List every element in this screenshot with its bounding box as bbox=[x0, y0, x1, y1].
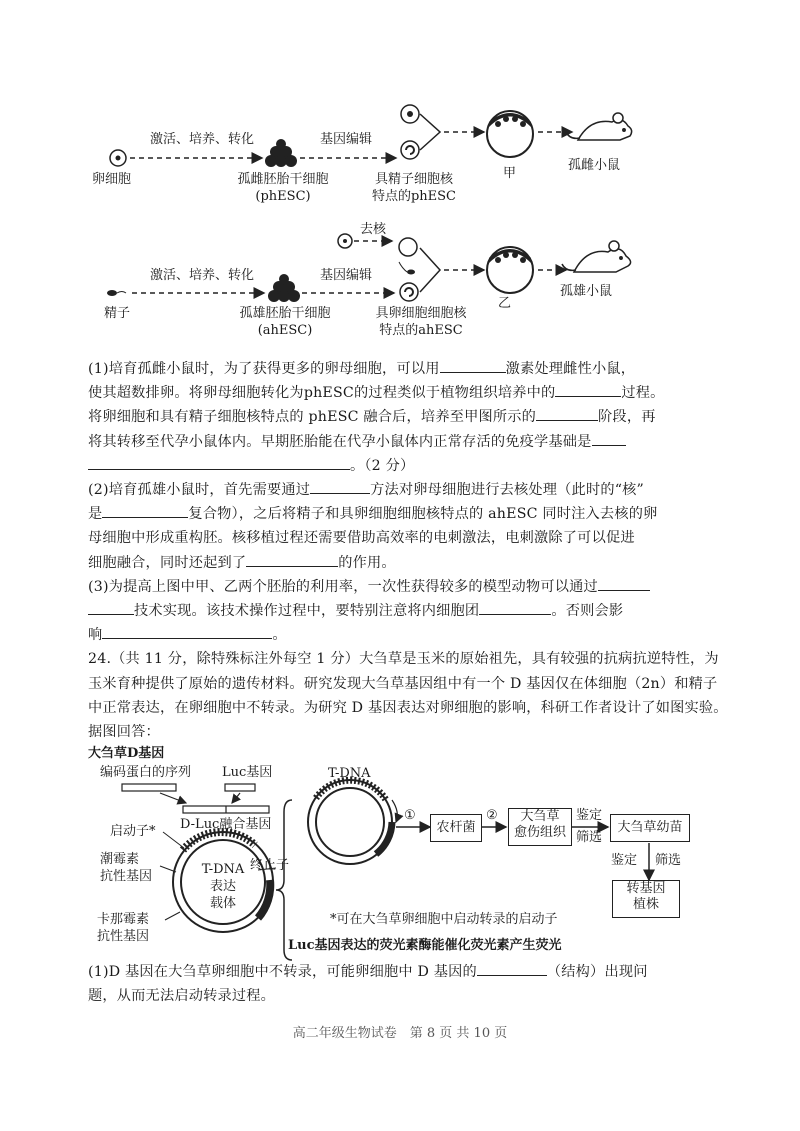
d-gene-title: 大刍草D基因 bbox=[88, 746, 165, 761]
answer-blank[interactable] bbox=[477, 961, 547, 976]
gene-edit-label-top: 基因编辑 bbox=[320, 132, 373, 147]
vector-label-1: T-DNA bbox=[201, 862, 245, 877]
edited-phesc-label-2: 特点的phESC bbox=[371, 189, 457, 204]
text: 过程。 bbox=[621, 385, 665, 402]
phesc-abbr: (phESC) bbox=[255, 189, 311, 204]
screen-label-4: 筛选 bbox=[655, 853, 682, 868]
sperm-label: 精子 bbox=[104, 306, 131, 321]
embryo-yi-label: 乙 bbox=[498, 296, 512, 311]
callus-line-1: 大刍草 bbox=[520, 809, 560, 824]
text: 将其转移至代孕小鼠体内。早期胚胎能在代孕小鼠体内正常存活的免疫学基础是 bbox=[88, 433, 592, 450]
hygromycin-label: 潮霉素 bbox=[100, 852, 140, 867]
q24-1-line-1 bbox=[88, 960, 728, 984]
promoter-label: 启动子* bbox=[110, 824, 156, 839]
gene-edit-label-bottom: 基因编辑 bbox=[320, 268, 373, 283]
activate-label-bottom: 激活、培养、转化 bbox=[150, 268, 255, 283]
text: 阶段，再 bbox=[598, 409, 656, 426]
ahesc-label: 孤雄胚胎干细胞 bbox=[239, 306, 331, 321]
text: 。（2 分） bbox=[350, 457, 415, 474]
text: (1)培育孤雌小鼠时，为了获得更多的卵母细胞，可以用 bbox=[88, 361, 440, 377]
vector-label-2: 表达 bbox=[209, 879, 236, 894]
luc-gene-label: Luc基因 bbox=[222, 765, 273, 780]
text: （结构）出现问 bbox=[546, 964, 648, 980]
kanamycin-label-2: 抗性基因 bbox=[97, 929, 150, 944]
text: 激素处理雌性小鼠， bbox=[505, 361, 636, 377]
text: 母细胞中形成重构胚。核移植过程还需要借助高效率的电刺激法，电刺激除了可以促进 bbox=[88, 530, 635, 547]
parthenogenetic-mouse-label: 孤雌小鼠 bbox=[568, 158, 621, 173]
edited-ahesc-label-1: 具卵细胞细胞核 bbox=[375, 306, 467, 321]
transgenic-plant-box bbox=[612, 880, 680, 918]
diagram-caption: Luc基因表达的荧光素酶能催化荧光素产生荧光 bbox=[288, 938, 562, 953]
transgenic-line-2: 植株 bbox=[632, 896, 659, 912]
edited-phesc-label-1: 具精子细胞核 bbox=[374, 172, 453, 187]
text: (1)D 基因在大刍草卵细胞中不转录，可能卵细胞中 D 基因的 bbox=[88, 964, 477, 980]
screen-label-1: 鉴定 bbox=[575, 808, 602, 823]
fusion-gene-label: D-Luc融合基因 bbox=[180, 817, 272, 832]
enucleate-label: 去核 bbox=[360, 222, 387, 237]
step-1-marker: ① bbox=[404, 808, 416, 823]
text: 响 bbox=[88, 627, 103, 644]
callus-line-2: 愈伤组织 bbox=[513, 824, 566, 840]
text: 是 bbox=[88, 506, 103, 523]
promoter-footnote: *可在大刍草卵细胞中启动转录的启动子 bbox=[330, 912, 558, 927]
text: 技术实现。该技术操作过程中，要特别注意将内细胞团 bbox=[134, 603, 480, 620]
luc-gene-bar bbox=[225, 784, 255, 791]
embryo-jia-label: 甲 bbox=[503, 166, 517, 181]
egg-cell-label: 卵细胞 bbox=[92, 172, 132, 187]
callus-box bbox=[508, 808, 572, 846]
screen-label-3: 鉴定 bbox=[611, 853, 638, 868]
kanamycin-label: 卡那霉素 bbox=[97, 912, 150, 927]
page-footer: 高二年级生物试卷 第 8 页 共 10 页 bbox=[292, 1026, 508, 1041]
tdna-label: T-DNA bbox=[328, 766, 371, 781]
step-2-marker: ② bbox=[486, 808, 498, 823]
text: 。否则会影 bbox=[551, 603, 624, 620]
screen-label-2: 筛选 bbox=[575, 830, 602, 845]
coding-sequence-bar bbox=[122, 784, 176, 791]
text: 使其超数排卵。将卵母细胞转化为phESC的过程类似于植物组织培养中的 bbox=[88, 385, 556, 402]
text: 方法对卵母细胞进行去核处理（此时的“核” bbox=[370, 482, 645, 499]
coding-sequence-label: 编码蛋白的序列 bbox=[100, 765, 192, 780]
hygromycin-label-2: 抗性基因 bbox=[100, 869, 153, 884]
seedling-box: 大刍草幼苗 bbox=[610, 814, 690, 842]
text: (3)为提高上图中甲、乙两个胚胎的利用率，一次性获得较多的模型动物可以通过 bbox=[88, 578, 598, 595]
transgenic-line-1: 转基因 bbox=[626, 881, 666, 896]
text: 细胞融合，同时还起到了 bbox=[88, 554, 247, 571]
androgenetic-mouse-label: 孤雄小鼠 bbox=[560, 284, 613, 299]
question-24-intro: 24.（共 11 分，除特殊标注外每空 1 分）大刍草是玉米的原始祖先，具有较强的抗病抗逆特性，为玉米育种提供了原始的遗传材料。研究发现大刍草基因组中有一个 D 基因仅在体细胞（2n）和精子中正常表达，在卵细胞中不转录。为研究 D 基因表达对卵细胞的影响，科研工作者设计了如图实验。据图回答： bbox=[88, 651, 728, 741]
text: (2)培育孤雄小鼠时，首先需要通过 bbox=[88, 482, 311, 499]
ahesc-abbr: (ahESC) bbox=[257, 323, 313, 338]
terminator-label: 终止子 bbox=[250, 858, 290, 873]
question-24-part-1 bbox=[88, 960, 728, 1008]
phesc-label: 孤雌胚胎干细胞 bbox=[237, 172, 329, 187]
recombinant-plasmid bbox=[308, 780, 392, 864]
text: 的作用。 bbox=[338, 554, 396, 571]
q24-1-line-2: 题，从而无法启动转录过程。 bbox=[88, 988, 276, 1005]
activate-label-top: 激活、培养、转化 bbox=[150, 132, 255, 147]
vector-label-3: 载体 bbox=[209, 896, 236, 911]
text: 复合物），之后将精子和具卵细胞细胞核特点的 ahESC 同时注入去核的卵 bbox=[188, 506, 658, 523]
agrobacterium-box: 农杆菌 bbox=[430, 814, 482, 842]
text: 。 bbox=[272, 627, 287, 644]
edited-ahesc-label-2: 特点的ahESC bbox=[379, 323, 463, 338]
text: 将卵细胞和具有精子细胞核特点的 phESC 融合后，培养至甲图所示的 bbox=[88, 409, 537, 426]
